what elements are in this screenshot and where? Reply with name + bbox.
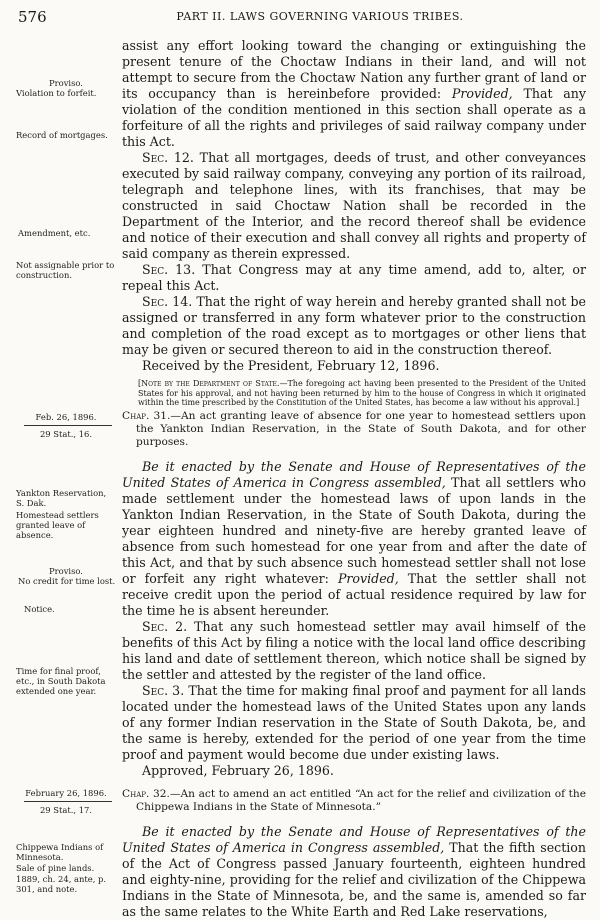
- chap31-section-2: Sec. 2. That any such homestead settler may avail himself of the benefits of this Act by filing a notice with the local land office describing his land and date of settlement thereon, which notice shall be signed by the settler and attested by the register of the land office.: [122, 619, 586, 682]
- chap31-section-3: Sec. 3. That the time for making final proof and payment for all lands located under the homestead laws of the United States upon any lands of any former Indian reservation in the State of South Dakota, be, and the same is hereby, extended for the period of one year from the time proof and payment would become due under existing laws.: [122, 683, 586, 762]
- margin-note-notice: Notice.: [24, 604, 55, 614]
- chap32-body: [122, 788, 586, 920]
- margin-note-amendment: Amendment, etc.: [18, 228, 91, 238]
- divider: [24, 801, 112, 802]
- chap32-date-block: [16, 788, 116, 815]
- chap32-enacting-clause: Be it enacted by the Senate and House of Representatives of the United States of America in Congress assembled, That the fifth section of the Act of Congress passed January fourteenth, eighteen hundred and eighty-nine, providing for the relief and civilization of the Chippewa Indians in the State of Minnesota, be, and the same is, amended so far as the same relates to the White Earth and Red Lake reservations,: [122, 824, 586, 919]
- margin-note-proviso-2: Proviso. No credit for time lost.: [18, 566, 116, 586]
- margin-note-yankton: Yankton Reservation, S. Dak.: [16, 488, 107, 508]
- chap32-stat: 29 Stat., 17.: [39, 805, 93, 815]
- state-department-note: [Note by the Department of State.—The foregoing act having been presented to the President of the United States for his approval, and not having been returned by him to the house of Congress in which it originated within the time prescribed by the Constitution of the United States, has become a law without his approval.]: [138, 379, 587, 408]
- chap31-body: [122, 410, 586, 779]
- chap31-approved: Approved, February 26, 1896.: [142, 763, 334, 778]
- section-12: Sec. 12. That all mortgages, deeds of trust, and other conveyances executed by said railway company, conveying any portion of its railroad, telegraph and telephone lines, with its franchises, that may be constructed in said Choctaw Nation shall be recorded in the Department of the Interior, and the record thereof shall be evidence and notice of their execution and shall convey all rights and property of said company as therein expressed.: [122, 150, 586, 261]
- page-header: [14, 8, 586, 30]
- paragraph: assist any effort looking toward the changing or extinguishing the present tenure of the Choctaw Indians in their land, and will not attempt to secure from the Choctaw Nation any further grant of land or its occupancy than is hereinbefore provided: Provided, That any violation of the condition mentioned in this section shall operate as a forfeiture of all the rights and privileges of said railway company under this Act.: [122, 38, 586, 149]
- margin-note-not-assignable: Not assignable prior to construction.: [16, 260, 115, 280]
- chap31-title: Chap. 31.—An act granting leave of absence for one year to homestead settlers upon the Yankton Indian Reservation, in the State of South Dakota, and for other purposes.: [122, 410, 586, 448]
- chap31-enacting-clause: Be it enacted by the Senate and House of Representatives of the United States of America in Congress assembled, That all settlers who made settlement under the homestead laws of upon lands in the Yankton Indian Reservation, in the State of South Dakota, during the year eighteen hundred and ninety-five are hereby granted leave of absence from such homestead for one year from and after the date of this Act, and that by such absence such homestead settler shall not lose or forfeit any right whatever: Provided, That the settler shall not receive credit upon the period of actual residence required by law for the time he is absent hereunder.: [122, 459, 586, 618]
- received-line: Received by the President, February 12, 1896.: [142, 358, 440, 373]
- margin-note-homestead: Homestead settlers granted leave of absence.: [16, 510, 99, 540]
- chap31-stat: 29 Stat., 16.: [39, 429, 93, 439]
- running-head: PART II. LAWS GOVERNING VARIOUS TRIBES.: [176, 10, 464, 23]
- chap32-date: February 26, 1896.: [25, 788, 107, 798]
- chap31-date: Feb. 26, 1896.: [35, 412, 97, 422]
- page-number: 576: [18, 8, 47, 26]
- section-14: Sec. 14. That the right of way herein and hereby granted shall not be assigned or transferred in any form whatever prior to the construction and completion of the road except as to mortgages or other liens that may be given or secured thereon to aid in the construction thereof.: [122, 294, 586, 357]
- divider: [24, 425, 112, 426]
- margin-note-sale: Sale of pine lands.: [16, 863, 95, 873]
- chap32-title: Chap. 32.—An act to amend an act entitled “An act for the relief and civilization of the Chippewa Indians in the State of Minnesota.”: [122, 788, 587, 813]
- section-13: Sec. 13. That Congress may at any time amend, add to, alter, or repeal this Act.: [122, 262, 586, 293]
- margin-note-ref: 1889, ch. 24, ante, p. 301, and note.: [16, 874, 107, 894]
- chap31-date-block: [16, 412, 116, 439]
- margin-note-proviso: Proviso. Violation to forfeit.: [16, 78, 97, 98]
- margin-note-record: Record of mortgages.: [16, 130, 108, 140]
- section1-body: [122, 38, 586, 408]
- margin-note-chippewa: Chippewa Indians of Minnesota.: [16, 842, 104, 862]
- margin-note-time-final: Time for final proof, etc., in South Dakota extended one year.: [16, 666, 106, 696]
